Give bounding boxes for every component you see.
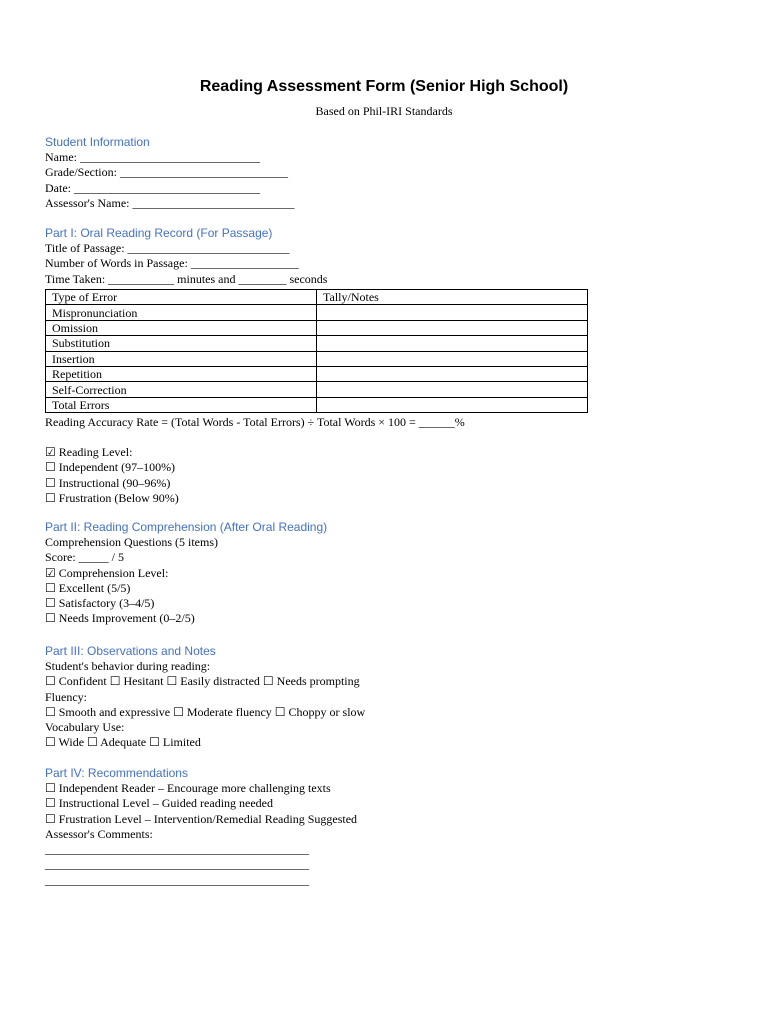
fluency-options: ☐ Smooth and expressive ☐ Moderate fluency ☐ Choppy or slow: [45, 704, 366, 719]
error-type-cell: Omission: [46, 320, 317, 335]
time-taken-line: Time Taken: ___________ minutes and ________ seconds: [45, 271, 328, 286]
behavior-options: ☐ Confident ☐ Hesitant ☐ Easily distracted ☐ Needs prompting: [45, 674, 360, 689]
comprehension-option-needs-improvement: ☐ Needs Improvement (0–2/5): [45, 611, 195, 626]
column-header: Type of Error: [46, 290, 317, 305]
word-count-line: Number of Words in Passage: __________________: [45, 256, 299, 271]
passage-title-line: Title of Passage: ___________________________: [45, 241, 290, 255]
part1-section: [45, 225, 327, 287]
tally-cell: [317, 397, 588, 412]
student-info-section: [45, 134, 295, 211]
error-table: [45, 289, 588, 413]
tally-cell: [317, 351, 588, 366]
error-type-cell: Insertion: [46, 351, 317, 366]
vocabulary-label: Vocabulary Use:: [45, 720, 125, 735]
part4-section: [45, 765, 357, 888]
table-header-row: [46, 290, 588, 305]
tally-cell: [317, 305, 588, 320]
comment-blank-line: ____________________________________________: [45, 857, 309, 872]
table-row: [46, 351, 588, 366]
assessor-name-field-line: Assessor's Name: ___________________________: [45, 195, 295, 210]
part2-section: [45, 519, 327, 627]
comprehension-option-satisfactory: ☐ Satisfactory (3–4/5): [45, 596, 155, 611]
section-heading: Part II: Reading Comprehension (After Oral Reading): [45, 520, 328, 534]
table-row: [46, 305, 588, 320]
section-heading: Part III: Observations and Notes: [45, 644, 216, 658]
comprehension-questions-line: Comprehension Questions (5 items): [45, 535, 218, 549]
comment-blank-line: ____________________________________________: [45, 842, 309, 857]
tally-cell: [317, 382, 588, 397]
vocabulary-options: ☐ Wide ☐ Adequate ☐ Limited: [45, 735, 201, 750]
table-row: [46, 397, 588, 412]
tally-cell: [317, 366, 588, 381]
comprehension-option-excellent: ☐ Excellent (5/5): [45, 580, 131, 595]
accuracy-rate-line: Reading Accuracy Rate = (Total Words - Total Errors) ÷ Total Words × 100 = ______%: [45, 415, 465, 429]
section-heading: Part IV: Recommendations: [45, 766, 188, 780]
level-option-frustration: ☐ Frustration (Below 90%): [45, 490, 179, 505]
score-line: Score: _____ / 5: [45, 550, 124, 565]
name-field-line: Name: ______________________________: [45, 150, 260, 164]
recommendation-independent: ☐ Independent Reader – Encourage more challenging texts: [45, 781, 331, 795]
section-heading: Part I: Oral Reading Record (For Passage): [45, 226, 273, 240]
behavior-label: Student's behavior during reading:: [45, 659, 211, 673]
page-subtitle: Based on Phil-IRI Standards: [315, 104, 453, 118]
tally-cell: [317, 336, 588, 351]
recommendation-frustration: ☐ Frustration Level – Intervention/Remedial Reading Suggested: [45, 811, 358, 826]
recommendation-instructional: ☐ Instructional Level – Guided reading needed: [45, 796, 274, 811]
level-option-instructional: ☐ Instructional (90–96%): [45, 475, 171, 490]
page-title: Reading Assessment Form (Senior High School): [199, 78, 569, 95]
column-header: Tally/Notes: [317, 290, 588, 305]
error-type-cell: Repetition: [46, 366, 317, 381]
fluency-label: Fluency:: [45, 689, 87, 704]
level-option-independent: ☐ Independent (97–100%): [45, 460, 176, 475]
error-type-cell: Substitution: [46, 336, 317, 351]
error-type-cell: Mispronunciation: [46, 305, 317, 320]
table-row: [46, 382, 588, 397]
grade-section-field-line: Grade/Section: ____________________________: [45, 165, 288, 180]
table-row: [46, 320, 588, 335]
accuracy-rate-block: [45, 415, 465, 430]
comment-blank-line: ____________________________________________: [45, 872, 309, 887]
assessor-comments-label: Assessor's Comments:: [45, 826, 153, 841]
reading-level-label: ☑ Reading Level:: [45, 445, 133, 459]
date-field-line: Date: _______________________________: [45, 180, 260, 195]
error-type-cell: Self-Correction: [46, 382, 317, 397]
table-row: [46, 366, 588, 381]
table-row: [46, 336, 588, 351]
section-heading: Student Information: [45, 135, 150, 149]
reading-level-block: [45, 445, 179, 506]
tally-cell: [317, 320, 588, 335]
part3-section: [45, 643, 365, 751]
comprehension-level-label: ☑ Comprehension Level:: [45, 565, 169, 580]
error-type-cell: Total Errors: [46, 397, 317, 412]
